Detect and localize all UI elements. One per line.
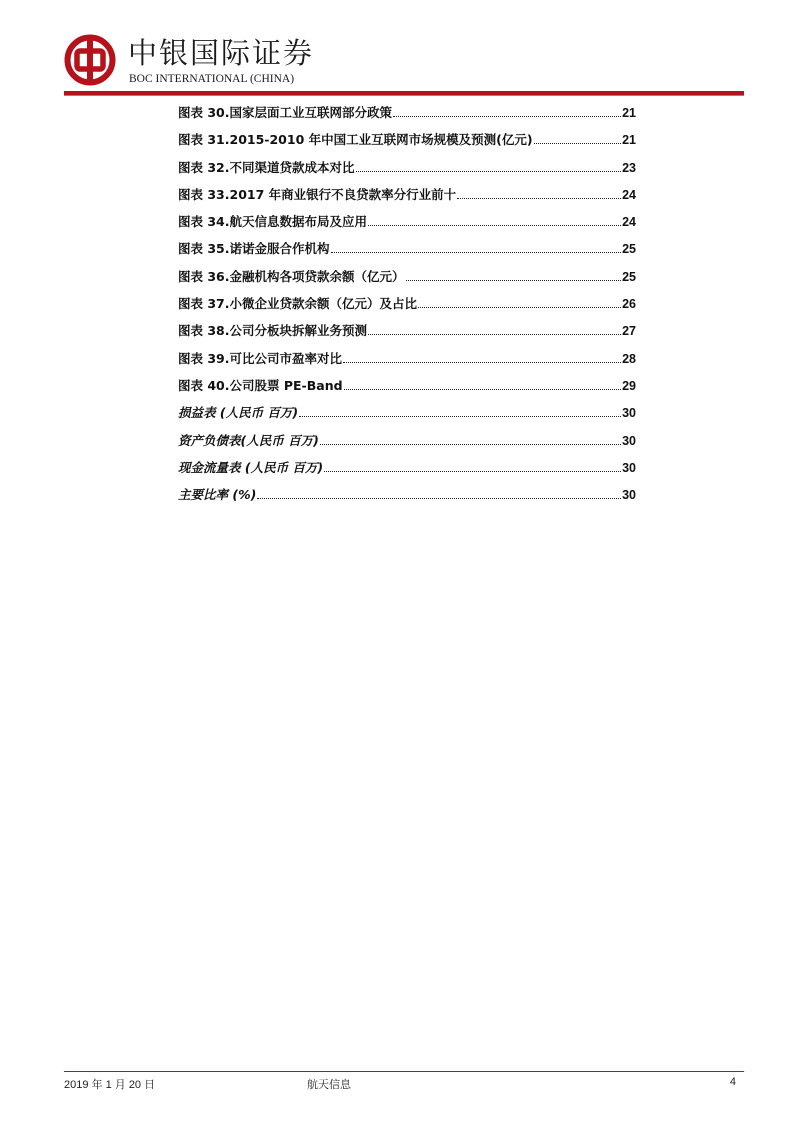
toc-entry-title: 可比公司市盈率对比 <box>229 350 343 366</box>
toc-dot-leader <box>368 333 621 335</box>
toc-entry[interactable] <box>178 239 636 266</box>
toc-dot-leader <box>406 279 622 281</box>
toc-entry-page: 21 <box>622 133 636 148</box>
footer-date: 2019 年 1 月 20 日 <box>64 1079 156 1091</box>
toc-entry[interactable] <box>178 485 636 512</box>
toc-entry-number: 图表 33. <box>178 186 230 202</box>
boc-logo-icon <box>64 34 116 86</box>
toc-entry[interactable] <box>178 185 636 212</box>
toc-entry-title: 不同渠道贷款成本对比 <box>229 159 355 175</box>
toc-dot-leader <box>368 224 621 226</box>
toc-dot-leader <box>457 197 621 199</box>
toc-dot-leader <box>299 415 621 417</box>
toc-entry[interactable] <box>178 431 636 458</box>
brand-name-en: BOC INTERNATIONAL (CHINA) <box>129 73 295 85</box>
toc-dot-leader <box>331 251 622 253</box>
toc-entry-title: 2015-2010 年中国工业互联网市场规模及预测(亿元) <box>229 132 533 148</box>
toc-entry[interactable] <box>178 403 636 430</box>
toc-entry[interactable] <box>178 212 636 239</box>
toc-entry[interactable] <box>178 349 636 376</box>
toc-entry[interactable] <box>178 458 636 485</box>
toc-entry[interactable] <box>178 376 636 403</box>
toc-dot-leader <box>257 497 621 499</box>
toc-entry[interactable] <box>178 130 636 157</box>
footer-company: 航天信息 <box>307 1078 351 1091</box>
toc-entry-page: 25 <box>622 242 636 257</box>
toc-dot-leader <box>534 142 622 144</box>
toc-entry-page: 25 <box>622 269 636 284</box>
toc-entry-title: 小微企业贷款余额（亿元）及占比 <box>229 296 418 312</box>
toc-entry-number: 图表 36. <box>178 268 230 284</box>
toc-entry-page: 30 <box>622 460 636 475</box>
toc-entry-title: 金融机构各项贷款余额（亿元） <box>229 268 405 284</box>
toc-entry-page: 29 <box>622 378 636 393</box>
toc-entry[interactable] <box>178 103 636 130</box>
toc-entry-number: 图表 31. <box>178 132 230 148</box>
toc-entry-page: 30 <box>622 433 636 448</box>
toc-entry[interactable] <box>178 294 636 321</box>
footer-divider <box>64 1071 744 1072</box>
toc-entry-page: 28 <box>622 351 636 366</box>
toc-entry-number: 图表 40. <box>178 377 230 393</box>
footer-page-number: 4 <box>729 1076 736 1088</box>
toc-entry-number: 图表 38. <box>178 323 230 339</box>
toc-entry-number: 图表 32. <box>178 159 230 175</box>
toc-dot-leader <box>343 361 621 363</box>
header-divider-gray <box>64 95 744 96</box>
toc-entry-title: 公司分板块拆解业务预测 <box>229 323 368 339</box>
toc-entry-title: 2017 年商业银行不良贷款率分行业前十 <box>229 186 457 202</box>
toc-dot-leader <box>324 470 621 472</box>
toc-dot-leader <box>320 443 621 445</box>
toc-dot-leader <box>418 306 621 308</box>
toc-dot-leader <box>356 170 622 172</box>
toc-entry-title: 资产负债表(人民币 百万) <box>178 432 319 448</box>
toc-entry[interactable] <box>178 321 636 348</box>
toc-entry-page: 27 <box>622 324 636 339</box>
table-of-contents <box>178 103 636 512</box>
toc-entry-number: 图表 35. <box>178 241 230 257</box>
toc-entry-page: 21 <box>622 106 636 120</box>
toc-dot-leader <box>393 115 621 117</box>
toc-entry-page: 30 <box>622 406 636 421</box>
toc-entry-page: 23 <box>622 160 636 175</box>
brand-name-cn: 中银国际证券 <box>128 36 315 70</box>
toc-entry-title: 主要比率 (%) <box>178 487 257 503</box>
toc-entry[interactable] <box>178 158 636 185</box>
toc-entry-page: 24 <box>622 187 636 202</box>
toc-entry[interactable] <box>178 267 636 294</box>
toc-entry-title: 损益表 (人民币 百万) <box>178 405 299 421</box>
toc-entry-number: 图表 37. <box>178 296 230 312</box>
toc-entry-number: 图表 34. <box>178 214 230 230</box>
toc-entry-title: 航天信息数据布局及应用 <box>229 214 368 230</box>
toc-dot-leader <box>344 388 622 390</box>
toc-entry-page: 30 <box>622 488 636 503</box>
toc-entry-number: 图表 39. <box>178 350 230 366</box>
toc-entry-title: 公司股票 PE-Band <box>229 377 343 393</box>
toc-entry-number: 图表 30. <box>178 105 230 120</box>
toc-entry-title: 现金流量表 (人民币 百万) <box>178 459 324 475</box>
toc-entry-title: 诺诺金服合作机构 <box>229 241 330 257</box>
toc-entry-page: 26 <box>622 297 636 312</box>
toc-entry-title: 国家层面工业互联网部分政策 <box>229 105 393 120</box>
toc-entry-page: 24 <box>622 215 636 230</box>
page-header <box>64 34 744 96</box>
